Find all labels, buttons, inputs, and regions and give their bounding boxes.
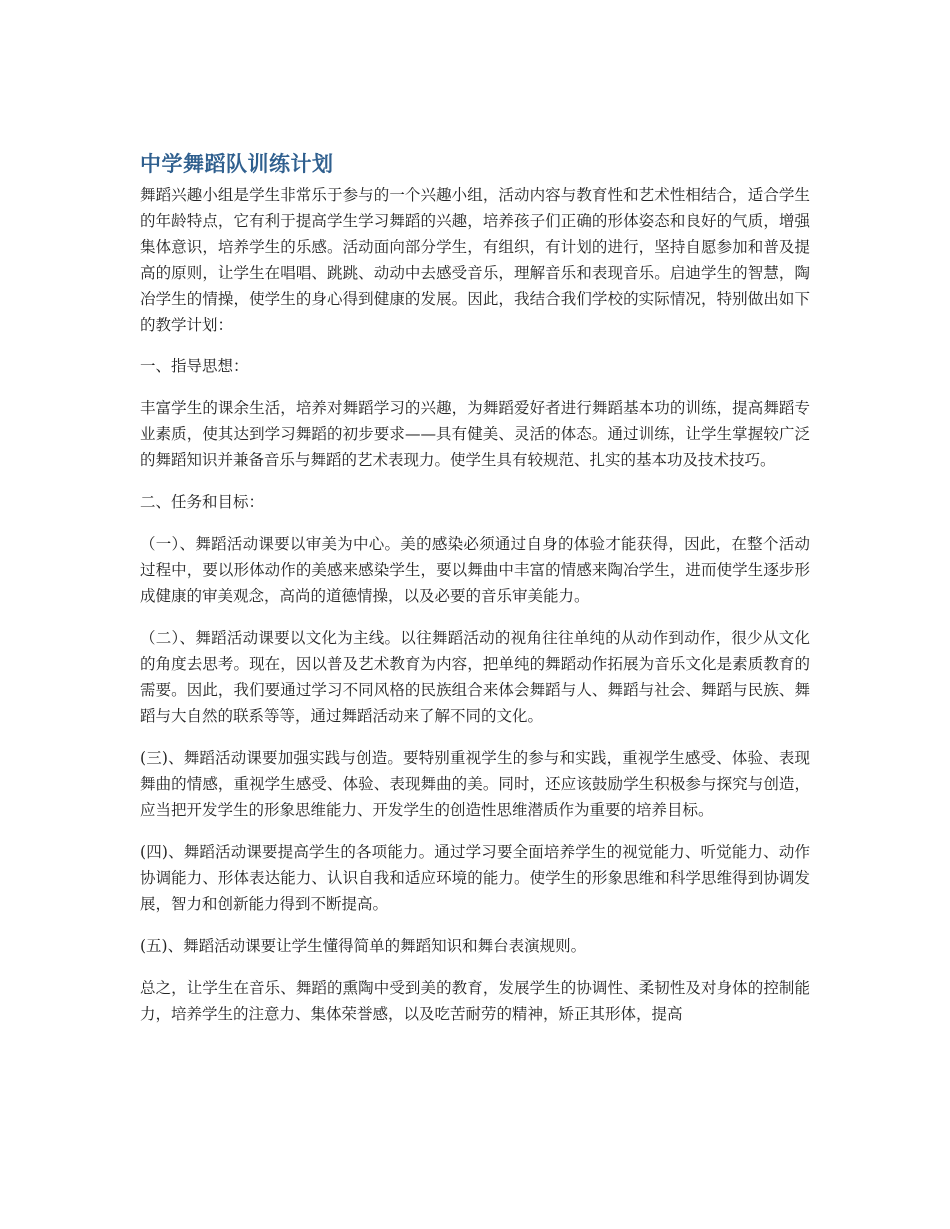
goal-paragraph-2: （二）、舞蹈活动课要以文化为主线。以往舞蹈活动的视角往往单纯的从动作到动作，很少从文化的角度去思考。现在，因以普及艺术教育为内容，把单纯的舞蹈动作拓展为音乐文化是素质教育的需要。因此，我们要通过学习不同风格的民族组合来体会舞蹈与人、舞蹈与社会、舞蹈与民族、舞蹈与大自然的联系等等，通过舞蹈活动来了解不同的文化。 — [140, 629, 810, 725]
conclusion-paragraph: 总之，让学生在音乐、舞蹈的熏陶中受到美的教育，发展学生的协调性、柔韧性及对身体的控制能力，培养学生的注意力、集体荣誉感，以及吃苦耐劳的精神，矫正其形体，提高 — [140, 979, 810, 1023]
goal-paragraph-1: （一）、舞蹈活动课要以审美为中心。美的感染必须通过自身的体验才能获得，因此，在整个活动过程中，要以形体动作的美感来感染学生，要以舞曲中丰富的情感来陶冶学生，进而使学生逐步形成健康的审美观念，高尚的道德情操，以及必要的音乐审美能力。 — [140, 535, 810, 605]
goal-paragraph-3: (三)、舞蹈活动课要加强实践与创造。要特别重视学生的参与和实践，重视学生感受、体验、表现舞曲的情感，重视学生感受、体验、表现舞曲的美。同时，还应该鼓励学生积极参与探究与创造，应当把开发学生的形象思维能力、开发学生的创造性思维潜质作为重要的培养目标。 — [140, 749, 810, 819]
goal-paragraph-4: (四)、舞蹈活动课要提高学生的各项能力。通过学习要全面培养学生的视觉能力、听觉能力、动作协调能力、形体表达能力、认识自我和适应环境的能力。使学生的形象思维和科学思维得到协调发展，智力和创新能力得到不断提高。 — [140, 843, 810, 913]
guiding-ideology-paragraph: 丰富学生的课余生活，培养对舞蹈学习的兴趣，为舞蹈爱好者进行舞蹈基本功的训练，提高舞蹈专业素质，使其达到学习舞蹈的初步要求——具有健美、灵活的体态。通过训练，让学生掌握较广泛的舞蹈知识并兼备音乐与舞蹈的艺术表现力。使学生具有较规范、扎实的基本功及技术技巧。 — [140, 399, 810, 469]
document-title: 中学舞蹈队训练计划 — [140, 152, 334, 176]
document-body — [140, 150, 810, 1043]
intro-paragraph: 舞蹈兴趣小组是学生非常乐于参与的一个兴趣小组，活动内容与教育性和艺术性相结合，适合学生的年龄特点，它有利于提高学生学习舞蹈的兴趣，培养孩子们正确的形体姿态和良好的气质，增强集体意识，培养学生的乐感。活动面向部分学生，有组织，有计划的进行，坚持自愿参加和普及提高的原则，让学生在唱唱、跳跳、动动中去感受音乐，理解音乐和表现音乐。启迪学生的智慧，陶冶学生的情操，使学生的身心得到健康的发展。因此，我结合我们学校的实际情况，特别做出如下的教学计划： — [140, 186, 810, 334]
section-heading-tasks-goals: 二、任务和目标： — [140, 493, 265, 511]
section-heading-guiding-ideology: 一、指导思想： — [140, 357, 249, 375]
goal-paragraph-5: (五)、舞蹈活动课要让学生懂得简单的舞蹈知识和舞台表演规则。 — [140, 937, 587, 955]
